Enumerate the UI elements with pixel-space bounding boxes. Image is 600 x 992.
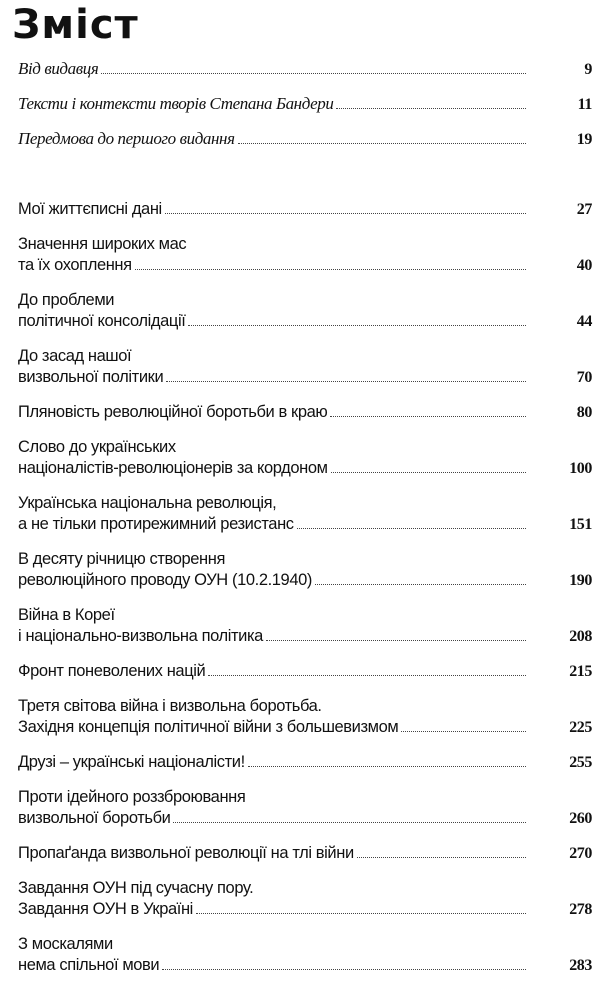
- toc-entry-title: Фронт поневолених націй: [18, 662, 206, 680]
- toc-entry[interactable]: [18, 346, 592, 388]
- toc-entry-title: визвольної боротьби: [18, 809, 171, 827]
- page-number: 70: [576, 369, 592, 386]
- dot-leader: [330, 416, 526, 417]
- toc-entry[interactable]: [18, 549, 592, 591]
- dot-leader: [357, 857, 526, 858]
- page-number: 151: [569, 516, 592, 533]
- page-number: 11: [577, 96, 592, 113]
- toc-entry[interactable]: [18, 696, 592, 738]
- toc-entry[interactable]: [18, 290, 592, 332]
- dot-leader: [238, 143, 526, 144]
- page-number: 255: [569, 754, 592, 771]
- toc-entry-title: Значення широких мас: [18, 235, 187, 253]
- toc-entry[interactable]: [18, 752, 592, 773]
- dot-leader: [315, 584, 526, 585]
- toc-entry[interactable]: [18, 234, 592, 276]
- dot-leader: [248, 766, 526, 767]
- toc-entry[interactable]: [18, 843, 592, 864]
- page-title: Зміст: [12, 2, 139, 48]
- page-number: 40: [576, 257, 592, 274]
- page-number: 27: [576, 201, 592, 218]
- toc-entry-title: Слово до українських: [18, 438, 176, 456]
- toc-entry-title: З москалями: [18, 935, 113, 953]
- dot-leader: [331, 472, 526, 473]
- page-number: 80: [576, 404, 592, 421]
- toc-entry-title: До засад нашої: [18, 347, 132, 365]
- toc-entry[interactable]: [18, 934, 592, 976]
- dot-leader: [297, 528, 526, 529]
- toc-entry[interactable]: [18, 787, 592, 829]
- page-number: 225: [569, 719, 592, 736]
- toc-entry[interactable]: [18, 878, 592, 920]
- toc-entry-title: Війна в Кореї: [18, 606, 115, 624]
- page-number: 215: [569, 663, 592, 680]
- toc-entry-title: Завдання ОУН під сучасну пору.: [18, 879, 254, 897]
- dot-leader: [135, 269, 526, 270]
- toc-entry-title: Західня концепція політичної війни з большевизмом: [18, 718, 399, 736]
- toc-entry-title: політичної консолідації: [18, 312, 186, 330]
- toc-entry-title: Друзі – українські націоналісти!: [18, 753, 245, 771]
- toc-entry-title: а не тільки протирежимний резистанс: [18, 515, 294, 533]
- toc-entry-title: Пропаґанда визвольної революції на тлі війни: [18, 844, 354, 862]
- toc-entry-title: нема спільної мови: [18, 956, 160, 974]
- toc-entry[interactable]: [18, 93, 592, 114]
- toc-entry[interactable]: [18, 493, 592, 535]
- dot-leader: [173, 822, 526, 823]
- dot-leader: [165, 213, 526, 214]
- page-number: 19: [576, 131, 592, 148]
- toc-entry-title: Мої життєписні дані: [18, 200, 162, 218]
- dot-leader: [336, 108, 526, 109]
- dot-leader: [401, 731, 526, 732]
- dot-leader: [196, 913, 526, 914]
- toc-entry[interactable]: [18, 128, 592, 149]
- dot-leader: [208, 675, 526, 676]
- toc-entry-title: націоналістів-революціонерів за кордоном: [18, 459, 328, 477]
- toc-entry[interactable]: [18, 199, 592, 220]
- toc-entry-title: та їх охоплення: [18, 256, 132, 274]
- page-number: 9: [584, 61, 592, 78]
- page-number: 100: [569, 460, 592, 477]
- dot-leader: [188, 325, 526, 326]
- page-number: 190: [569, 572, 592, 589]
- toc-entry-title: Проти ідейного роззброювання: [18, 788, 246, 806]
- toc-entry-title: Українська національна революція,: [18, 494, 277, 512]
- page-number: 283: [569, 957, 592, 974]
- toc-entry-title: Третя світова війна і визвольна боротьба.: [18, 697, 322, 715]
- toc-entry-title: і національно-визвольна політика: [18, 627, 263, 645]
- toc-entry[interactable]: [18, 437, 592, 479]
- table-of-contents: [18, 58, 592, 990]
- dot-leader: [166, 381, 526, 382]
- dot-leader: [101, 73, 526, 74]
- toc-entry-title: Тексти і контексти творів Степана Бандери: [18, 94, 334, 113]
- toc-entry-title: Завдання ОУН в Україні: [18, 900, 193, 918]
- page-number: 278: [569, 901, 592, 918]
- toc-entry-title: Пляновість революційної боротьби в краю: [18, 403, 328, 421]
- toc-entry-title: В десяту річницю створення: [18, 550, 226, 568]
- page-number: 270: [569, 845, 592, 862]
- dot-leader: [266, 640, 526, 641]
- toc-entry-title: Передмова до першого видання: [18, 129, 235, 148]
- dot-leader: [162, 969, 526, 970]
- toc-entry[interactable]: [18, 402, 592, 423]
- page-number: 208: [569, 628, 592, 645]
- toc-entry-title: До проблеми: [18, 291, 115, 309]
- toc-entry[interactable]: [18, 605, 592, 647]
- toc-entry-title: Від видавця: [18, 59, 99, 78]
- toc-entry[interactable]: [18, 661, 592, 682]
- toc-entry[interactable]: [18, 58, 592, 79]
- toc-entry-title: визвольної політики: [18, 368, 164, 386]
- page-number: 260: [569, 810, 592, 827]
- page-number: 44: [576, 313, 592, 330]
- toc-entry-title: революційного проводу ОУН (10.2.1940): [18, 571, 312, 589]
